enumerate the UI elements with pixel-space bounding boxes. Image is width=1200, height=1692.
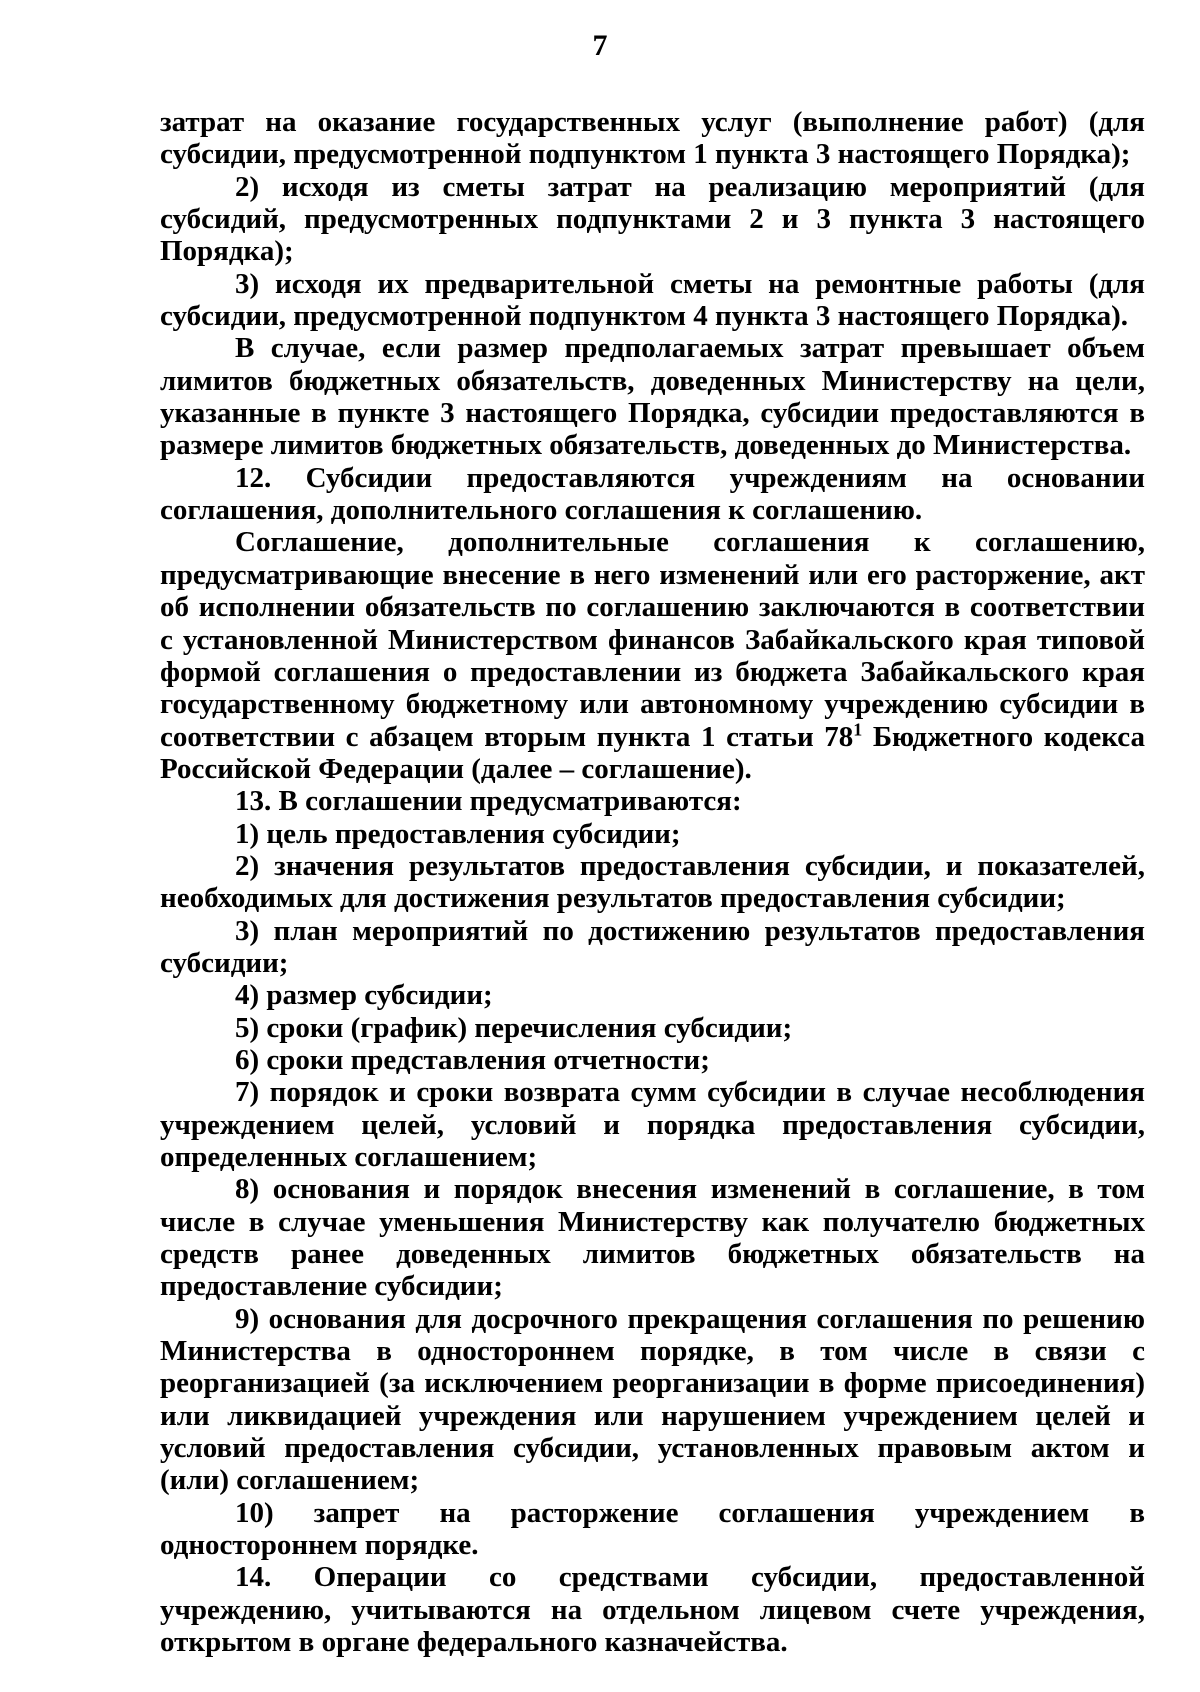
paragraph: 12. Субсидии предоставляются учреждениям на основании соглашения, дополнительного соглашения к соглашению. xyxy=(160,461,1145,527)
paragraph: 14. Операции со средствами субсидии, предоставленной учреждению, учитываются на отдельном лицевом счете учреждения, открытом в органе федерального казначейства. xyxy=(160,1561,1145,1659)
paragraph: 9) основания для досрочного прекращения соглашения по решению Министерства в одностороннем порядке, в том числе в связи с реорганизацией (за исключением реорганизации в форме присоединения) или ликвидацией учреждения или нарушением учреждением целей и условий предоставления субсидии, установленных правовым актом и (или) соглашением; xyxy=(160,1302,1145,1497)
paragraph: 6) сроки представления отчетности; xyxy=(235,1043,710,1076)
paragraph: 2) исходя из сметы затрат на реализацию мероприятий (для субсидий, предусмотренных подпунктами 2 и 3 пункта 3 настоящего Порядка); xyxy=(160,170,1145,268)
paragraph: В случае, если размер предполагаемых затрат превышает объем лимитов бюджетных обязательств, доведенных Министерству на цели, указанные в пункте 3 настоящего Порядка, субсидии предоставляются в размере лимитов бюджетных обязательств, доведенных до Министерства. xyxy=(160,332,1145,462)
paragraph: Соглашение, дополнительные соглашения к соглашению, предусматривающие внесение в него изменений или его расторжение, акт об исполнении обязательств по соглашению заключаются в соответствии с установленной Министерством финансов Забайкальского края типовой формой соглашения о предоставлении из бюджета Забайкальского края государственному бюджетному или автономному учреждению субсидии в соответствии с абзацем вторым пункта 1 статьи $78^1$ Бюджетного кодекса Российской Федерации (далее – соглашение). xyxy=(160,526,1145,785)
paragraph: 13. В соглашении предусматриваются: xyxy=(235,785,742,818)
paragraph: 7) порядок и сроки возврата сумм субсидии в случае несоблюдения учреждением целей, условий и порядка предоставления субсидии, определенных соглашением; xyxy=(160,1076,1145,1173)
paragraph: 3) план мероприятий по достижению результатов предоставления субсидии; xyxy=(160,914,1145,979)
page-number: 7 xyxy=(592,29,608,62)
paragraph: 2) значения результатов предоставления субсидии, и показателей, необходимых для достижения результатов предоставления субсидии; xyxy=(160,849,1145,915)
paragraph: 5) сроки (график) перечисления субсидии; xyxy=(235,1011,793,1044)
paragraph: 3) исходя их предварительной сметы на ремонтные работы (для субсидии, предусмотренной подпунктом 4 пункта 3 настоящего Порядка). xyxy=(160,267,1145,333)
paragraph: 8) основания и порядок внесения изменений в соглашение, в том числе в случае уменьшения Министерству как получателю бюджетных средств ранее доведенных лимитов бюджетных обязательств на предоставление субсидии; xyxy=(160,1173,1145,1303)
document-body xyxy=(160,106,1145,1659)
footnote-superscript: 1 xyxy=(853,718,863,739)
paragraph: затрат на оказание государственных услуг (выполнение работ) (для субсидии, предусмотренной подпунктом 1 пункта 3 настоящего Порядка); xyxy=(160,106,1145,171)
paragraph: 4) размер субсидии; xyxy=(235,979,493,1012)
paragraph: 1) цель предоставления субсидии; xyxy=(235,817,681,850)
paragraph: 10) запрет на расторжение соглашения учреждением в одностороннем порядке. xyxy=(160,1496,1145,1562)
